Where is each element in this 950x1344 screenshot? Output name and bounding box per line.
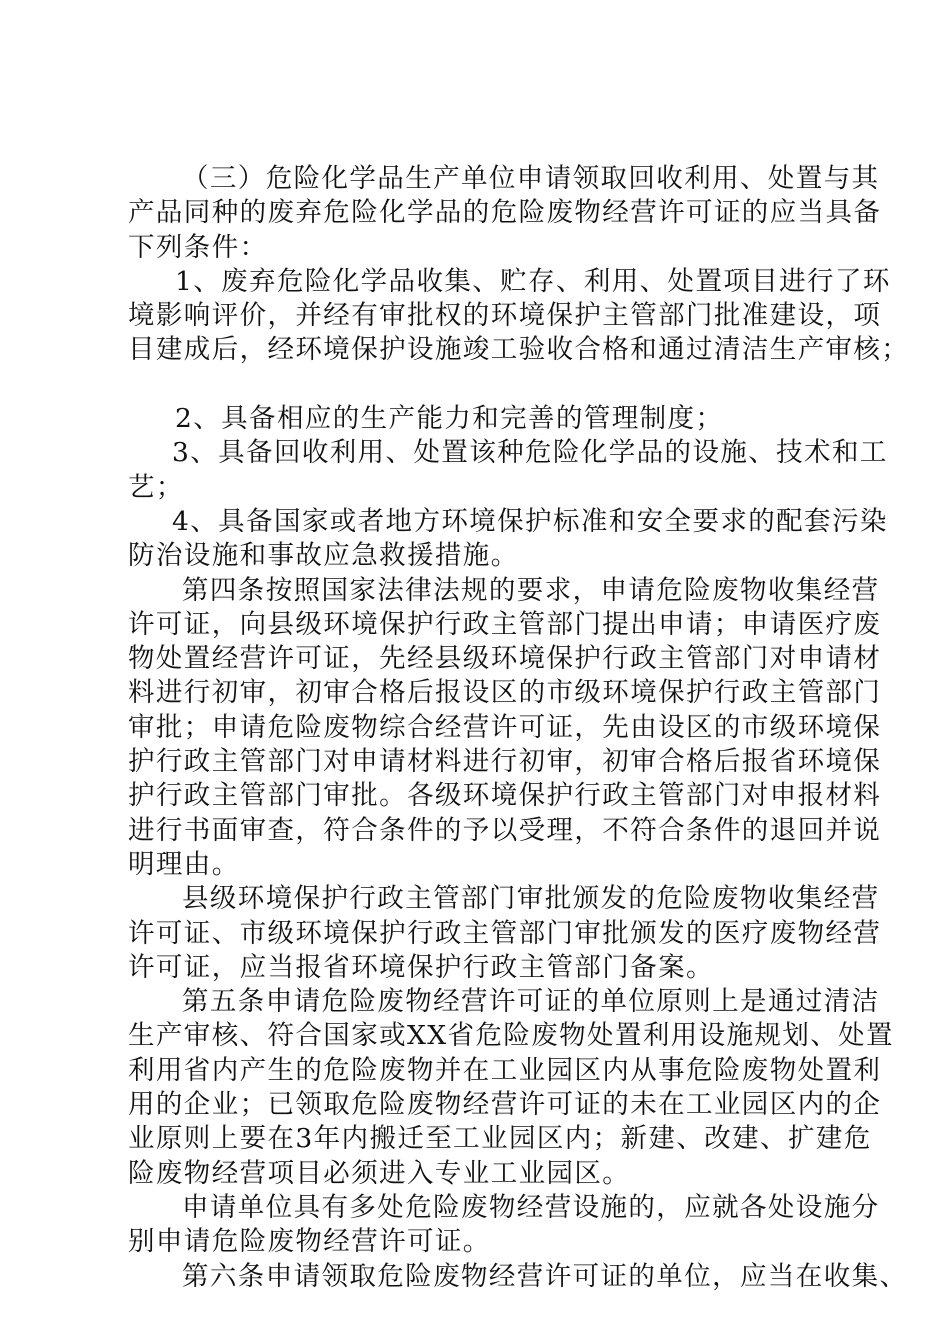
- paragraph-line: 料进行初审，初审合格后报设区的市级环境保护行政主管部门: [128, 677, 882, 709]
- paragraph-line: 许可证，应当报省环境保护行政主管部门备案。: [128, 951, 714, 983]
- paragraph-line: 4、具备国家或者地方环境保护标准和安全要求的配套污染: [172, 505, 888, 537]
- paragraph-line: 业原则上要在3年内搬迁至工业园区内；新建、改建、扩建危: [128, 1123, 872, 1155]
- paragraph-line: 县级环境保护行政主管部门审批颁发的危险废物收集经营: [182, 883, 880, 915]
- paragraph-line: （三）危险化学品生产单位申请领取回收利用、处置与其: [182, 163, 880, 194]
- paragraph-line: 许可证、市级环境保护行政主管部门审批颁发的医疗废物经营: [128, 917, 882, 949]
- blank-line: [128, 368, 828, 402]
- paragraph-line: 下列条件：: [128, 231, 268, 263]
- paragraph-line: 利用省内产生的危险废物并在工业园区内从事危险废物处置利: [128, 1054, 882, 1086]
- paragraph-line: 生产审核、符合国家或XX省危险废物处置利用设施规划、处置: [128, 1020, 894, 1052]
- paragraph-line: 许可证，向县级环境保护行政主管部门提出申请；申请医疗废: [128, 608, 882, 640]
- paragraph-line: 别申请危险废物经营许可证。: [128, 1226, 491, 1258]
- paragraph-line: 防治设施和事故应急救援措施。: [128, 540, 519, 572]
- paragraph-line: 境影响评价，并经有审批权的环境保护主管部门批准建设，项: [128, 300, 882, 332]
- paragraph-line: 明理由。: [128, 848, 240, 880]
- paragraph-line: 产品同种的废弃危险化学品的危险废物经营许可证的应当具备: [128, 197, 882, 229]
- paragraph-line: 3、具备回收利用、处置该种危险化学品的设施、技术和工: [172, 437, 888, 469]
- paragraph-line: 护行政主管部门审批。各级环境保护行政主管部门对申报材料: [128, 780, 882, 812]
- paragraph-line: 1、废弃危险化学品收集、贮存、利用、处置项目进行了环: [175, 265, 891, 297]
- paragraph-line: 用的企业；已领取危险废物经营许可证的未在工业园区内的企: [128, 1089, 882, 1121]
- paragraph-line: 艺；: [128, 471, 184, 503]
- paragraph-line: 险废物经营项目必须进入专业工业园区。: [128, 1157, 631, 1189]
- paragraph-line: 申请单位具有多处危险废物经营设施的，应就各处设施分: [182, 1191, 880, 1223]
- paragraph-line: 第四条按照国家法律法规的要求，申请危险废物收集经营: [182, 574, 880, 606]
- paragraph-line: 目建成后，经环境保护设施竣工验收合格和通过清洁生产审核；: [128, 334, 910, 366]
- paragraph-line: 第六条申请领取危险废物经营许可证的单位，应当在收集、: [182, 1260, 908, 1292]
- paragraph-line: 第五条申请危险废物经营许可证的单位原则上是通过清洁: [182, 986, 880, 1018]
- paragraph-line: 2、具备相应的生产能力和完善的管理制度；: [175, 403, 724, 435]
- paragraph-line: 进行书面审查，符合条件的予以受理，不符合条件的退回并说: [128, 814, 882, 846]
- paragraph-line: 物处置经营许可证，先经县级环境保护行政主管部门对申请材: [128, 643, 882, 675]
- document-body: [128, 162, 910, 1294]
- paragraph-line: 审批；申请危险废物综合经营许可证，先由设区的市级环境保: [128, 711, 882, 743]
- paragraph-line: 护行政主管部门对申请材料进行初审，初审合格后报省环境保: [128, 746, 882, 778]
